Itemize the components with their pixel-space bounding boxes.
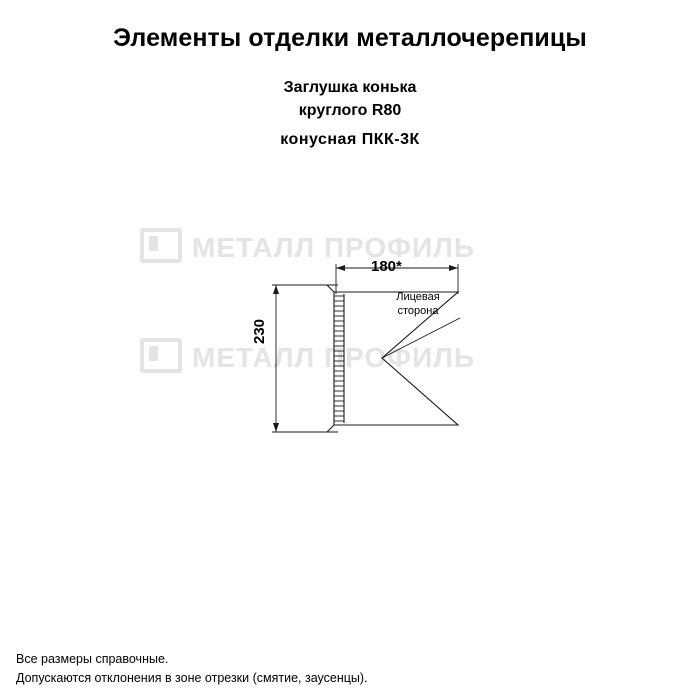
flange-hatching: [334, 296, 344, 421]
footer-note-1: Все размеры справочные.: [16, 652, 169, 666]
product-subtitle: [0, 76, 700, 122]
watermark-text: МЕТАЛЛ ПРОФИЛЬ: [192, 342, 475, 373]
face-side-label: [383, 290, 453, 318]
footer-note-2: Допускаются отклонения в зоне отрезки (смятие, заусенцы).: [16, 671, 368, 685]
dimension-height-line: [272, 285, 338, 432]
product-subtitle-line2: круглого R80: [298, 102, 402, 119]
edge-tick-top: [327, 285, 334, 292]
page-title: Элементы отделки металлочерепицы: [113, 24, 587, 52]
product-code: конусная ПКК-3К: [280, 131, 420, 148]
dimension-width-label: 180*: [371, 258, 402, 275]
face-side-label-line2: сторона: [397, 305, 439, 317]
watermark-text: МЕТАЛЛ ПРОФИЛЬ: [192, 232, 475, 263]
footer-notes: [16, 650, 368, 688]
dimension-height-label: 230: [251, 318, 268, 344]
edge-tick-bottom: [327, 425, 334, 432]
brand-logo-icon: [140, 228, 182, 263]
face-side-label-line1: Лицевая: [396, 291, 440, 303]
brand-logo-icon: [140, 338, 182, 373]
product-subtitle-line1: Заглушка конька: [283, 79, 417, 96]
technical-drawing: [230, 240, 490, 460]
drawing-svg: [230, 240, 490, 460]
